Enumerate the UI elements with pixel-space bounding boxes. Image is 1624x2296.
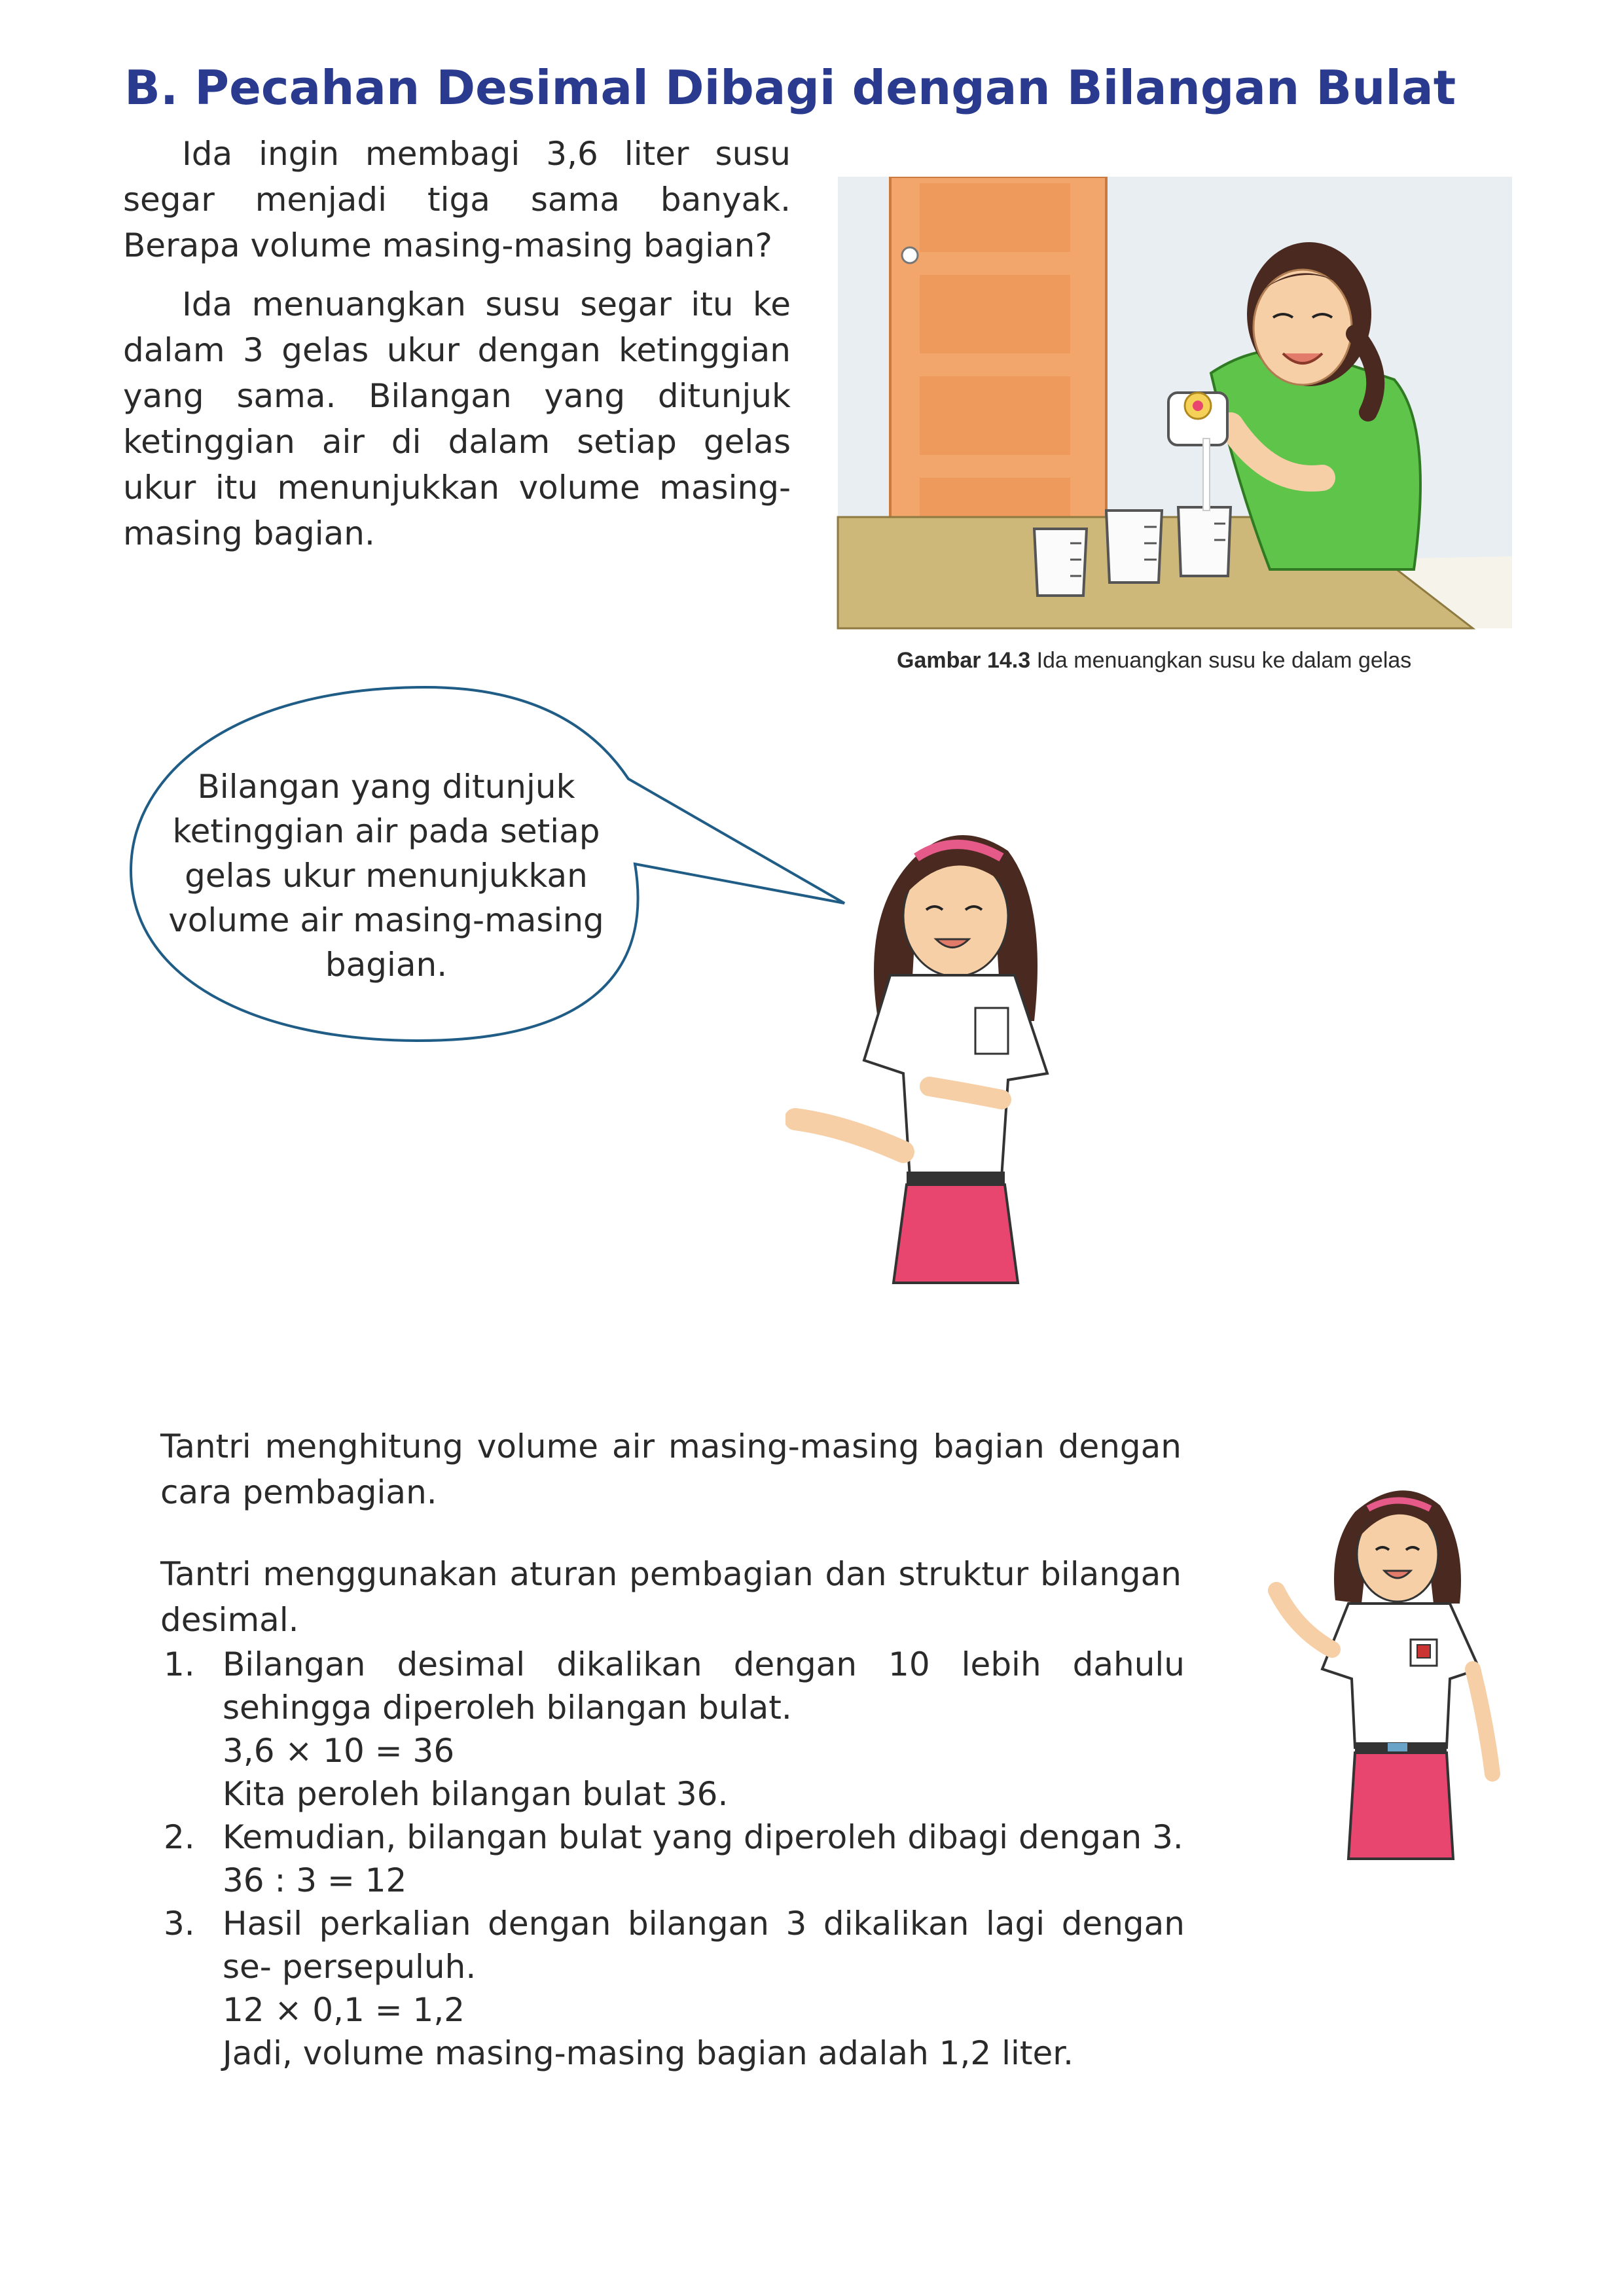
tantri-presenting-illustration — [1224, 1473, 1564, 1872]
intro-paragraph-1: Ida ingin membagi 3,6 liter susu segar menjadi tiga sama banyak. Berapa volume masing-masing bagian? — [123, 135, 791, 264]
tantri-pointing-illustration — [785, 812, 1178, 1316]
figure-caption — [897, 648, 1411, 673]
body-paragraph-2: Tantri menggunakan aturan pembagian dan struktur bilangan desimal. — [160, 1555, 1182, 1639]
step-3-text: Hasil perkalian dengan bilangan 3 dikalikan lagi dengan se- persepuluh. — [223, 1905, 1185, 1986]
step-1-number: 1. — [164, 1645, 195, 1683]
figure-label: Gambar 14.3 — [897, 648, 1031, 673]
step-2-text: Kemudian, bilangan bulat yang diperoleh dibagi dengan 3. — [223, 1818, 1183, 1856]
step-1-note: Kita peroleh bilangan bulat 36. — [223, 1775, 729, 1813]
step-2-number: 2. — [164, 1818, 195, 1856]
measuring-glass-icon — [1106, 511, 1162, 583]
step-1-text: Bilangan desimal dikalikan dengan 10 lebih dahulu sehingga diperoleh bilangan bulat. — [223, 1645, 1185, 1727]
figure-caption-text: Ida menuangkan susu ke dalam gelas — [1036, 648, 1412, 673]
door-icon — [890, 177, 1106, 569]
measuring-glass-icon — [1034, 529, 1087, 596]
step-3-note: Jadi, volume masing-masing bagian adalah 1,2 liter. — [223, 2034, 1074, 2072]
section-title: B. Pecahan Desimal Dibagi dengan Bilangan Bulat — [124, 60, 1456, 115]
step-3-number: 3. — [164, 1905, 195, 1943]
milk-stream — [1203, 439, 1210, 511]
speech-bubble-text: Bilangan yang ditunjuk ketinggian air pada setiap gelas ukur menunjukkan volume air masing-masing bagian. — [168, 768, 604, 984]
step-1-equation: 3,6 × 10 = 36 — [223, 1732, 455, 1770]
intro-paragraph-2: Ida menuangkan susu segar itu ke dalam 3 gelas ukur dengan ketinggian yang sama. Bilangan yang ditunjuk ketinggian air di dalam setiap gelas ukur itu menunjukkan volume masing-masing bagian. — [123, 285, 791, 552]
body-paragraph-1: Tantri menghitung volume air masing-masing bagian dengan cara pembagian. — [160, 1427, 1182, 1511]
step-3-equation: 12 × 0,1 = 1,2 — [223, 1991, 465, 2029]
step-2-equation: 36 : 3 = 12 — [223, 1861, 407, 1899]
ida-pouring-illustration — [812, 177, 1519, 635]
measuring-glass-icon — [1178, 507, 1231, 576]
